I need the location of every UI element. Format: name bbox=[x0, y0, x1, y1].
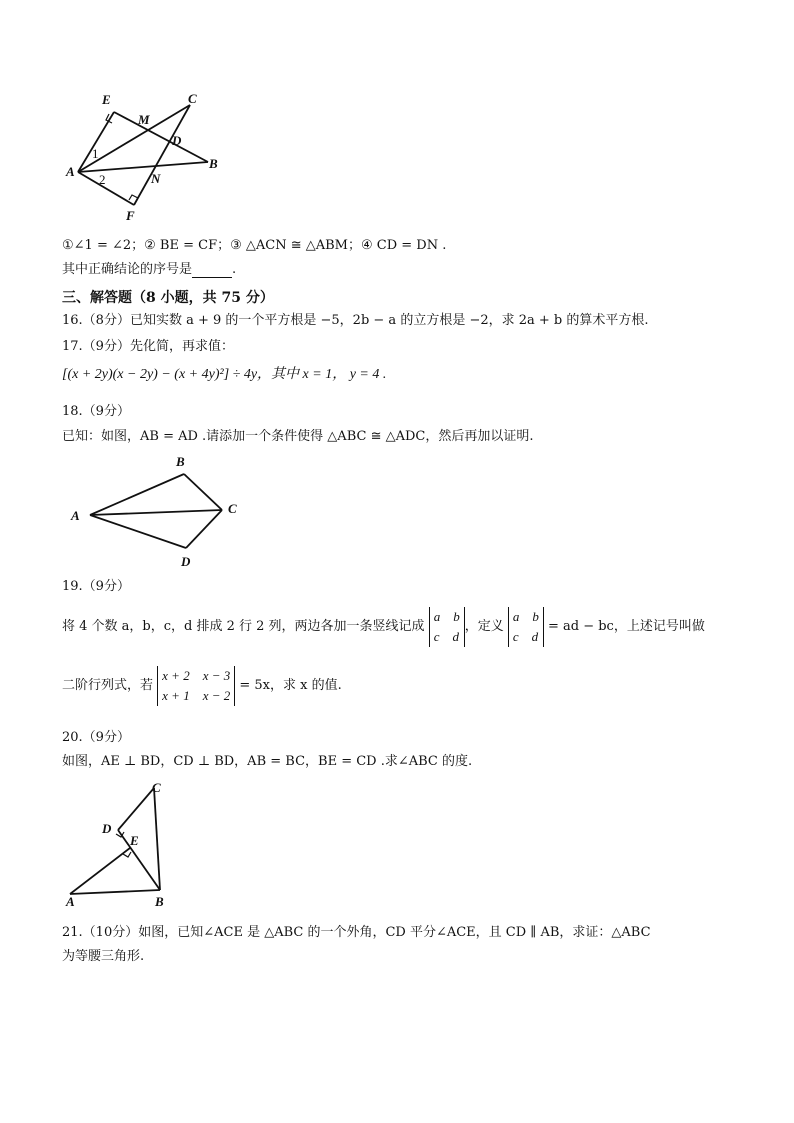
determinant-definition bbox=[508, 607, 544, 647]
label-A: A bbox=[66, 894, 75, 908]
q15-suffix: . bbox=[232, 262, 237, 277]
q17-header: 17.（9分）先化简，再求值： bbox=[62, 339, 234, 354]
q16-text: 16.（8分）已知实数 a + 9 的一个平方根是 −5，2b − a 的立方根是 −2，求 2a + b 的算术平方根. bbox=[62, 313, 649, 328]
figure-q18 bbox=[62, 452, 252, 572]
label-E: E bbox=[130, 833, 139, 848]
label-D: D bbox=[181, 554, 191, 569]
q20-text: 如图，AE ⊥ BD，CD ⊥ BD，AB = BC，BE = CD .求∠ABC 的度. bbox=[62, 754, 473, 769]
det-row1: a b bbox=[433, 608, 460, 624]
label-N: N bbox=[151, 171, 161, 186]
det-row2: c d bbox=[433, 628, 459, 644]
label-B: B bbox=[176, 454, 185, 469]
label-D: D bbox=[172, 133, 182, 148]
q15-prompt bbox=[62, 262, 236, 278]
label-M: M bbox=[138, 112, 150, 127]
q21-line2: 为等腰三角形. bbox=[62, 949, 145, 964]
label-A: A bbox=[66, 164, 75, 179]
q20-header: 20.（9分） bbox=[62, 730, 130, 745]
determinant-x bbox=[157, 666, 235, 706]
q19-header: 19.（9分） bbox=[62, 579, 130, 594]
q17-expression: [(x + 2y)(x − 2y) − (x + 4y)²] ÷ 4y，其中 x = 1， y = 4 . bbox=[62, 367, 387, 382]
det-row1: x + 2 x − 3 bbox=[162, 667, 231, 683]
det-row2: c d bbox=[512, 628, 539, 644]
q19-part1: 将 4 个数 a，b，c，d 排成 2 行 2 列，两边各加一条竖线记成 bbox=[62, 619, 425, 634]
q15-options: ①∠1 = ∠2；② BE = CF；③ △ACN ≅ △ABM；④ CD = DN . bbox=[62, 238, 447, 253]
q18-text: 已知：如图，AB = AD .请添加一个条件使得 △ABC ≅ △ADC，然后再加以证明. bbox=[62, 429, 534, 444]
label-1: 1 bbox=[92, 146, 99, 161]
label-E: E bbox=[102, 92, 111, 107]
label-D: D bbox=[102, 821, 112, 836]
figure-q20 bbox=[62, 778, 182, 908]
label-B: B bbox=[155, 894, 164, 908]
label-C: C bbox=[228, 501, 237, 516]
q19-part4: 二阶行列式，若 bbox=[62, 678, 154, 693]
q19-line2 bbox=[62, 664, 342, 708]
label-C: C bbox=[188, 91, 197, 106]
q21-line1: 21.（10分）如图，已知∠ACE 是 △ABC 的一个外角，CD 平分∠ACE，且 CD ∥ AB，求证：△ABC bbox=[62, 925, 651, 940]
q15-prompt-text: 其中正确结论的序号是 bbox=[62, 262, 193, 277]
q18-header: 18.（9分） bbox=[62, 404, 130, 419]
q19-line1 bbox=[62, 605, 705, 649]
det-row2: x + 1 x − 2 bbox=[162, 687, 231, 703]
label-2: 2 bbox=[99, 172, 106, 187]
label-C: C bbox=[152, 780, 161, 795]
determinant-abcd bbox=[429, 607, 465, 647]
figure-q15 bbox=[62, 90, 232, 225]
q19-part2: ，定义 bbox=[464, 619, 504, 634]
q19-part3: = ad − bc，上述记号叫做 bbox=[547, 619, 705, 634]
label-B: B bbox=[209, 156, 218, 171]
answer-blank bbox=[192, 277, 232, 278]
q19-part5: = 5x，求 x 的值. bbox=[239, 678, 342, 693]
det-row1: a b bbox=[512, 608, 539, 624]
label-F: F bbox=[126, 208, 135, 223]
section-3-title: 三、解答题（8 小题，共 75 分） bbox=[62, 290, 274, 306]
label-A: A bbox=[71, 508, 80, 523]
